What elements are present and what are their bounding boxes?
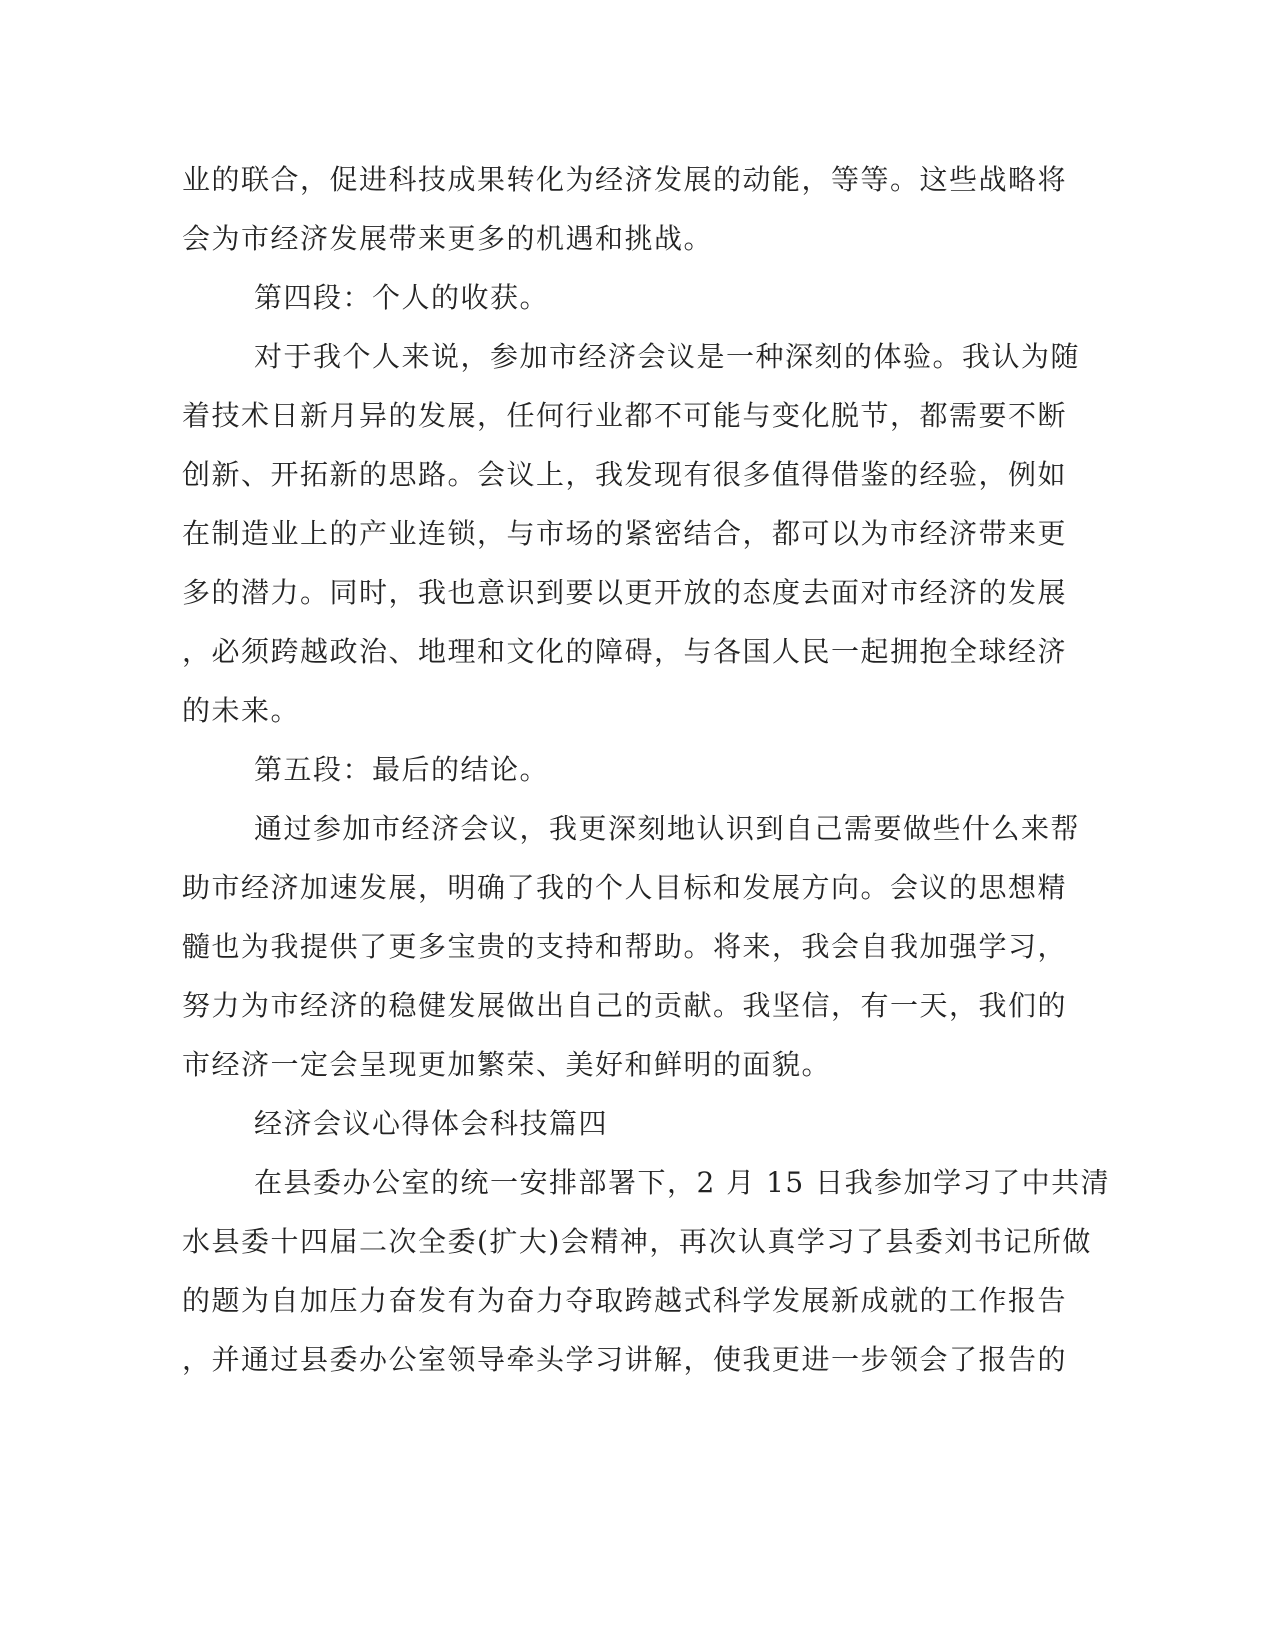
text-line: 在县委办公室的统一安排部署下，2 月 15 日我参加学习了中共清 bbox=[254, 1166, 1111, 1199]
text-line: 市经济一定会呈现更加繁荣、美好和鲜明的面貌。 bbox=[182, 1048, 832, 1081]
text-line: 水县委十四届二次全委(扩大)会精神，再次认真学习了县委刘书记所做 bbox=[182, 1225, 1092, 1258]
text-line: 在制造业上的产业连锁，与市场的紧密结合，都可以为市经济带来更 bbox=[182, 517, 1068, 550]
article-title: 经济会议心得体会科技篇四 bbox=[254, 1107, 609, 1140]
text-line: 的未来。 bbox=[182, 694, 301, 727]
text-line: ，必须跨越政治、地理和文化的障碍，与各国人民一起拥抱全球经济 bbox=[182, 635, 1068, 668]
text-line: 髓也为我提供了更多宝贵的支持和帮助。将来，我会自我加强学习， bbox=[182, 930, 1068, 963]
section-heading: 第四段：个人的收获。 bbox=[254, 281, 550, 314]
text-line: 着技术日新月异的发展，任何行业都不可能与变化脱节，都需要不断 bbox=[182, 399, 1068, 432]
text-line: 通过参加市经济会议，我更深刻地认识到自己需要做些什么来帮 bbox=[254, 812, 1081, 845]
text-line: 业的联合，促进科技成果转化为经济发展的动能，等等。这些战略将 bbox=[182, 163, 1068, 196]
text-line: 多的潜力。同时，我也意识到要以更开放的态度去面对市经济的发展 bbox=[182, 576, 1068, 609]
text-line: ，并通过县委办公室领导牵头学习讲解，使我更进一步领会了报告的 bbox=[182, 1343, 1068, 1376]
text-line: 对于我个人来说，参加市经济会议是一种深刻的体验。我认为随 bbox=[254, 340, 1081, 373]
text-line: 助市经济加速发展，明确了我的个人目标和发展方向。会议的思想精 bbox=[182, 871, 1068, 904]
text-line: 的题为自加压力奋发有为奋力夺取跨越式科学发展新成就的工作报告 bbox=[182, 1284, 1068, 1317]
section-heading: 第五段：最后的结论。 bbox=[254, 753, 550, 786]
text-line: 创新、开拓新的思路。会议上，我发现有很多值得借鉴的经验，例如 bbox=[182, 458, 1068, 491]
text-line: 会为市经济发展带来更多的机遇和挑战。 bbox=[182, 222, 714, 255]
text-line: 努力为市经济的稳健发展做出自己的贡献。我坚信，有一天，我们的 bbox=[182, 989, 1068, 1022]
